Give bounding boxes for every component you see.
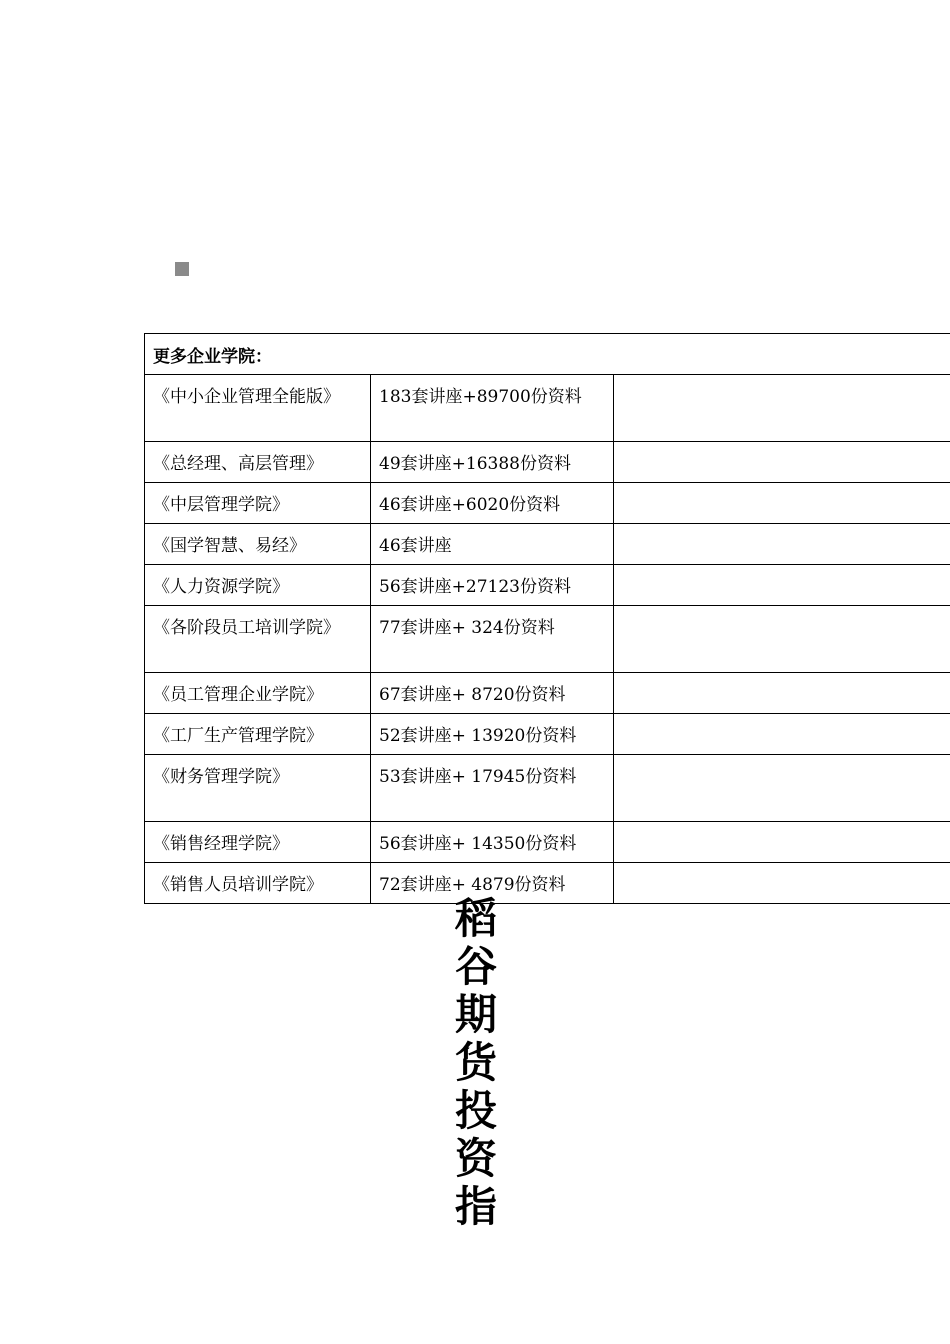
course-extra [614,606,950,673]
course-desc: 183套讲座+89700份资料 [371,375,614,442]
table-row [145,714,950,755]
course-name: 《人力资源学院》 [145,565,371,606]
course-name: 《工厂生产管理学院》 [145,714,371,755]
course-table [144,333,950,904]
course-desc: 56套讲座+27123份资料 [371,565,614,606]
square-bullet-icon [175,262,189,276]
title-char: 期 [454,990,497,1039]
course-name: 《中层管理学院》 [145,483,371,524]
title-char: 谷 [454,942,497,991]
course-extra [614,714,950,755]
course-extra [614,755,950,822]
table-row [145,442,950,483]
table-row [145,565,950,606]
course-desc: 77套讲座+ 324份资料 [371,606,614,673]
table-header-row [145,334,950,375]
course-extra [614,375,950,442]
course-name: 《中小企业管理全能版》 [145,375,371,442]
course-desc: 67套讲座+ 8720份资料 [371,673,614,714]
course-desc: 53套讲座+ 17945份资料 [371,755,614,822]
title-char: 资 [454,1134,497,1183]
course-desc: 72套讲座+ 4879份资料 [371,863,614,904]
table-row [145,755,950,822]
course-extra [614,565,950,606]
title-char: 稻 [454,894,497,943]
course-desc: 56套讲座+ 14350份资料 [371,822,614,863]
course-desc: 52套讲座+ 13920份资料 [371,714,614,755]
course-extra [614,863,950,904]
table-row [145,483,950,524]
course-desc: 49套讲座+16388份资料 [371,442,614,483]
course-extra [614,822,950,863]
course-name: 《销售人员培训学院》 [145,863,371,904]
course-desc: 46套讲座+6020份资料 [371,483,614,524]
table-row [145,606,950,673]
title-char: 指 [454,1182,497,1231]
course-desc: 46套讲座 [371,524,614,565]
vertical-title [452,895,500,1231]
title-char: 货 [454,1038,497,1087]
course-name: 《各阶段员工培训学院》 [145,606,371,673]
course-extra [614,673,950,714]
course-extra [614,442,950,483]
course-name: 《总经理、高层管理》 [145,442,371,483]
course-name: 《员工管理企业学院》 [145,673,371,714]
table-header: 更多企业学院： [145,334,950,375]
course-name: 《销售经理学院》 [145,822,371,863]
table-row [145,524,950,565]
course-extra [614,483,950,524]
course-name: 《国学智慧、易经》 [145,524,371,565]
table-row [145,673,950,714]
table-row [145,822,950,863]
table-row [145,863,950,904]
course-name: 《财务管理学院》 [145,755,371,822]
title-char: 投 [454,1086,497,1135]
course-extra [614,524,950,565]
table-row [145,375,950,442]
